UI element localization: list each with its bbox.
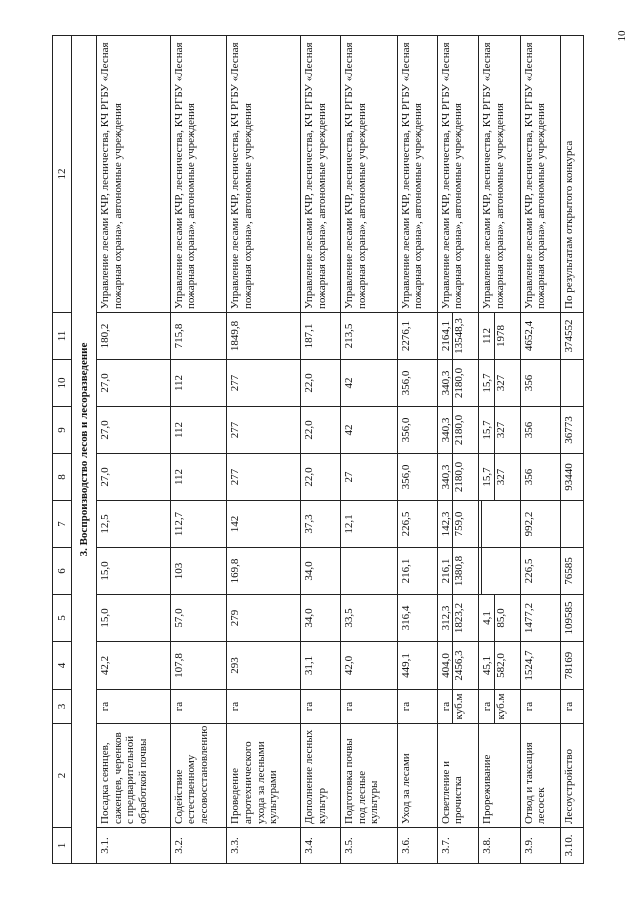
- row-executors: [479, 36, 520, 313]
- row-code-value: 3.2.: [172, 837, 185, 854]
- value-col4: [340, 642, 397, 690]
- row-unit: [520, 690, 560, 724]
- value-col5-value-2: 85,0: [494, 595, 508, 641]
- value-col10-value: 112: [172, 374, 185, 392]
- value-col7-value-2: 759,0: [452, 501, 466, 547]
- value-col10-value-2: 2180,0: [452, 360, 466, 406]
- row-executors: [227, 36, 301, 313]
- value-col11: [227, 313, 301, 360]
- value-col4: [227, 642, 301, 690]
- row-unit: [97, 690, 171, 724]
- row-code-value: 3.1.: [99, 837, 112, 854]
- value-col8: [437, 454, 478, 501]
- value-col6: [340, 548, 397, 595]
- row-code-value: 3.5.: [342, 837, 355, 854]
- value-col6: [300, 548, 340, 595]
- row-code: [300, 828, 340, 864]
- row-unit-value: га: [562, 701, 575, 712]
- value-col5: [300, 595, 340, 642]
- value-col6-value-2: 1380,8: [452, 548, 466, 594]
- value-col9: [437, 407, 478, 454]
- value-col7-value-2: [481, 501, 482, 547]
- row-unit: [300, 690, 340, 724]
- row-name-value: Осветление и прочистка: [439, 760, 465, 824]
- value-col4-value-2: 2456,3: [452, 642, 466, 689]
- value-col6: [397, 548, 437, 595]
- value-col9: [170, 407, 227, 454]
- row-name-value: Проведение агротехнического ухода за лесными культурами: [229, 741, 280, 824]
- value-col4-value: 78169: [562, 651, 575, 680]
- value-col5: [520, 595, 560, 642]
- value-col7-value: 37,3: [302, 514, 315, 534]
- value-col6: [97, 548, 171, 595]
- value-col5-value: 316,4: [399, 605, 412, 631]
- value-col8-value-2: 327: [494, 454, 508, 500]
- value-col11-value-2: 1978: [494, 313, 508, 359]
- value-col5-value: 15,0: [99, 608, 112, 628]
- row-unit: [170, 690, 227, 724]
- value-col11-value: 213,5: [342, 323, 355, 349]
- row-executors: [520, 36, 560, 313]
- value-col11-value: 4652,4: [522, 320, 535, 352]
- row-executors-value: Управление лесами КЧР, лесничества, КЧ РГБУ «Лесная пожарная охрана», автономные учреждения: [522, 42, 548, 309]
- row-code-value: 3.10.: [562, 834, 575, 857]
- value-col6: [437, 548, 478, 595]
- value-col7-value: 226,5: [399, 511, 412, 537]
- table-row: [479, 36, 520, 864]
- value-col6-value: 34,0: [302, 561, 315, 581]
- value-col5: [397, 595, 437, 642]
- value-col10: [437, 360, 478, 407]
- row-executors: [170, 36, 227, 313]
- value-col7: [560, 501, 583, 548]
- row-unit-value: га: [99, 701, 112, 712]
- value-col9-value: 36773: [562, 416, 575, 444]
- table-row: [340, 36, 397, 864]
- value-col4-value: 31,1: [302, 655, 315, 676]
- rotated-table-container: [52, 36, 584, 864]
- value-col9-value-2: 327: [494, 407, 508, 453]
- row-code-value: 3.8.: [481, 837, 494, 854]
- value-col8: [560, 454, 583, 501]
- value-col8-value: 22,0: [302, 467, 315, 487]
- value-col8-value: 27,0: [99, 467, 112, 487]
- table-row: [520, 36, 560, 864]
- value-col4: [397, 642, 437, 690]
- value-col9-value: 340,3: [439, 417, 452, 443]
- row-unit-value: га: [522, 701, 535, 712]
- value-col4-value: 42,0: [342, 655, 355, 676]
- value-col8-value: 112: [172, 468, 185, 486]
- value-col9-value-2: 2180,0: [452, 407, 466, 453]
- row-executors: [560, 36, 583, 313]
- row-unit-value: га: [302, 701, 315, 712]
- value-col5: [479, 595, 520, 642]
- row-unit-value-2: куб.м: [494, 690, 508, 723]
- table-row: [437, 36, 478, 864]
- value-col10-value: 15,7: [481, 373, 494, 393]
- table-row: [560, 36, 583, 864]
- value-col5-value: 57,0: [172, 608, 185, 628]
- row-executors: [437, 36, 478, 313]
- value-col8-value: 356,0: [399, 464, 412, 490]
- row-name-value: Дополнение лесных культур: [302, 729, 328, 824]
- row-executors-value: Управление лесами КЧР, лесничества, КЧ РГБУ «Лесная пожарная охрана», автономные учреждения: [302, 42, 328, 309]
- value-col4-value: 107,8: [172, 653, 185, 678]
- value-col6-value: 15,0: [99, 561, 112, 581]
- row-name-value: Содействие естественному лесовосстановлению: [172, 725, 210, 824]
- value-col10-value: 356,0: [399, 370, 412, 396]
- row-executors: [340, 36, 397, 313]
- value-col5: [170, 595, 227, 642]
- value-col4-value: 293: [229, 657, 242, 674]
- value-col10: [479, 360, 520, 407]
- row-unit: [397, 690, 437, 724]
- value-col7-value: 992,2: [522, 511, 535, 537]
- row-name: [437, 724, 478, 828]
- value-col8: [479, 454, 520, 501]
- value-col5: [560, 595, 583, 642]
- value-col11: [520, 313, 560, 360]
- value-col7: [227, 501, 301, 548]
- value-col7: [300, 501, 340, 548]
- value-col9: [97, 407, 171, 454]
- row-executors-value: Управление лесами КЧР, лесничества, КЧ РГБУ «Лесная пожарная охрана», автономные учреждения: [229, 42, 255, 309]
- value-col6-value-2: [481, 548, 482, 594]
- value-col5: [227, 595, 301, 642]
- row-name: [560, 724, 583, 828]
- value-col10: [300, 360, 340, 407]
- value-col8-value: 340,3: [439, 464, 452, 490]
- section-header-row: [72, 36, 97, 864]
- value-col5: [340, 595, 397, 642]
- value-col11: [397, 313, 437, 360]
- value-col5-value-2: 1823,2: [452, 595, 466, 641]
- col-number: 11: [53, 313, 72, 360]
- row-code-value: 3.7.: [439, 837, 452, 854]
- value-col10-value: 356: [522, 374, 535, 392]
- row-executors-value: Управление лесами КЧР, лесничества, КЧ РГБУ «Лесная пожарная охрана», автономные учреждения: [399, 42, 425, 309]
- value-col4: [560, 642, 583, 690]
- value-col11: [560, 313, 583, 360]
- value-col9-value: 22,0: [302, 420, 315, 440]
- row-executors-value: Управление лесами КЧР, лесничества, КЧ РГБУ «Лесная пожарная охрана», автономные учреждения: [99, 42, 124, 309]
- row-executors: [397, 36, 437, 313]
- row-executors-value: Управление лесами КЧР, лесничества, КЧ РГБУ «Лесная пожарная охрана», автономные учреждения: [172, 42, 198, 309]
- col-number: 8: [53, 454, 72, 501]
- value-col11-value: 112: [481, 327, 494, 345]
- value-col8-value: 277: [229, 468, 242, 486]
- value-col9: [520, 407, 560, 454]
- value-col7: [97, 501, 171, 548]
- value-col6-value: 226,5: [522, 558, 535, 584]
- value-col8: [97, 454, 171, 501]
- value-col11-value: 2164,1: [439, 320, 452, 352]
- row-unit-value-2: куб.м: [452, 690, 466, 723]
- row-name: [479, 724, 520, 828]
- value-col10-value: 42: [342, 377, 355, 389]
- row-code: [227, 828, 301, 864]
- value-col7: [170, 501, 227, 548]
- value-col4-value: 1524,7: [522, 650, 535, 681]
- col-number: 12: [53, 36, 72, 313]
- value-col11-value: 1849,8: [229, 320, 242, 352]
- value-col7-value: 142: [229, 515, 242, 533]
- value-col8-value: 356: [522, 468, 535, 486]
- value-col8-value: 15,7: [481, 467, 494, 487]
- row-name: [227, 724, 301, 828]
- value-col10: [340, 360, 397, 407]
- row-executors-value: По результатам открытого конкурса: [562, 140, 575, 309]
- row-code: [340, 828, 397, 864]
- value-col9: [340, 407, 397, 454]
- value-col8: [227, 454, 301, 501]
- value-col11-value: 374552: [562, 319, 575, 353]
- row-code-value: 3.9.: [522, 837, 535, 854]
- row-code-value: 3.3.: [229, 837, 242, 854]
- value-col9: [560, 407, 583, 454]
- value-col10: [560, 360, 583, 407]
- value-col10-value: 22,0: [302, 373, 315, 393]
- value-col9-value: 277: [229, 421, 242, 439]
- value-col9-value: 15,7: [481, 420, 494, 440]
- value-col10: [170, 360, 227, 407]
- value-col11-value-2: 13548,3: [452, 313, 466, 359]
- row-name: [300, 724, 340, 828]
- row-code: [97, 828, 171, 864]
- value-col6-value: 76585: [562, 557, 575, 585]
- value-col11-value: 180,2: [99, 323, 112, 349]
- row-code: [479, 828, 520, 864]
- value-col5-value: 312,3: [439, 605, 452, 631]
- col-number: 10: [53, 360, 72, 407]
- value-col6: [479, 548, 520, 595]
- value-col4-value-2: 582,0: [494, 642, 508, 689]
- value-col4: [479, 642, 520, 690]
- value-col5-value: 1477,2: [522, 602, 535, 634]
- value-col8-value: 27: [342, 471, 355, 483]
- row-code: [170, 828, 227, 864]
- value-col7-value: 12,1: [342, 514, 355, 534]
- table-row: [97, 36, 171, 864]
- row-unit-value: га: [229, 701, 242, 712]
- value-col7: [397, 501, 437, 548]
- value-col6: [227, 548, 301, 595]
- row-unit: [227, 690, 301, 724]
- value-col8-value: 93440: [562, 463, 575, 491]
- value-col11-value: 715,8: [172, 323, 185, 349]
- value-col11: [300, 313, 340, 360]
- value-col9: [397, 407, 437, 454]
- col-number: 7: [53, 501, 72, 548]
- value-col8: [397, 454, 437, 501]
- value-col7-value: 112,7: [172, 511, 185, 537]
- value-col8-value-2: 2180,0: [452, 454, 466, 500]
- value-col6: [520, 548, 560, 595]
- value-col9: [300, 407, 340, 454]
- col-number: 5: [53, 595, 72, 642]
- column-number-row: [53, 36, 72, 864]
- row-executors-value: Управление лесами КЧР, лесничества, КЧ РГБУ «Лесная пожарная охрана», автономные учреждения: [439, 42, 465, 309]
- row-unit: [479, 690, 520, 724]
- value-col8: [340, 454, 397, 501]
- row-name: [520, 724, 560, 828]
- value-col10-value: 340,3: [439, 370, 452, 396]
- value-col5-value: 33,5: [342, 608, 355, 628]
- value-col6: [560, 548, 583, 595]
- value-col7-value: 12,5: [99, 514, 112, 534]
- row-name-value: Отвод и таксация лесосек: [522, 742, 548, 824]
- value-col5: [97, 595, 171, 642]
- value-col7: [520, 501, 560, 548]
- table-row: [170, 36, 227, 864]
- row-unit-value: га: [399, 701, 412, 712]
- value-col4-value: 449,1: [399, 653, 412, 678]
- value-col5-value: 279: [229, 609, 242, 627]
- value-col6-value: 103: [172, 562, 185, 580]
- value-col5-value: 109585: [562, 601, 575, 635]
- value-col11-value: 2276,1: [399, 320, 412, 352]
- row-code: [397, 828, 437, 864]
- page-number: 10: [616, 30, 628, 42]
- value-col6: [170, 548, 227, 595]
- row-name-value: Посадка сеянцев, саженцев, черенков с предварительной обработкой почвы: [99, 732, 150, 824]
- value-col5: [437, 595, 478, 642]
- value-col10: [397, 360, 437, 407]
- value-col8: [300, 454, 340, 501]
- value-col4: [97, 642, 171, 690]
- row-name-value: Подготовка почвы под лесные культуры: [342, 738, 381, 824]
- value-col9: [227, 407, 301, 454]
- col-number: 3: [53, 690, 72, 724]
- value-col9-value: 27,0: [99, 420, 112, 440]
- row-executors-value: Управление лесами КЧР, лесничества, КЧ РГБУ «Лесная пожарная охрана», автономные учреждения: [481, 42, 506, 309]
- table-row: [227, 36, 301, 864]
- col-number: 1: [53, 828, 72, 864]
- row-executors-value: Управление лесами КЧР, лесничества, КЧ РГБУ «Лесная пожарная охрана», автономные учреждения: [342, 42, 368, 309]
- row-unit: [560, 690, 583, 724]
- value-col10: [520, 360, 560, 407]
- value-col8: [520, 454, 560, 501]
- value-col9: [479, 407, 520, 454]
- row-name: [397, 724, 437, 828]
- row-code: [520, 828, 560, 864]
- row-executors: [97, 36, 171, 313]
- value-col10-value: 27,0: [99, 373, 112, 393]
- value-col11: [479, 313, 520, 360]
- value-col4-value: 404,0: [439, 653, 452, 678]
- value-col7: [479, 501, 520, 548]
- row-code: [560, 828, 583, 864]
- value-col6-value: 216,1: [439, 558, 452, 584]
- value-col5-value: 34,0: [302, 608, 315, 628]
- row-unit-value: га: [342, 701, 355, 712]
- value-col4: [520, 642, 560, 690]
- row-code-value: 3.4.: [302, 837, 315, 854]
- value-col10-value-2: 327: [494, 360, 508, 406]
- forest-reproduction-table: [52, 35, 584, 864]
- value-col4: [170, 642, 227, 690]
- value-col9-value: 356,0: [399, 417, 412, 443]
- row-name: [97, 724, 171, 828]
- col-number: 6: [53, 548, 72, 595]
- col-number: 9: [53, 407, 72, 454]
- row-name-value: Уход за лесами: [399, 753, 412, 824]
- table-row: [300, 36, 340, 864]
- value-col10: [97, 360, 171, 407]
- value-col4-value: 45,1: [481, 655, 494, 676]
- value-col8: [170, 454, 227, 501]
- col-number: 2: [53, 724, 72, 828]
- row-executors: [300, 36, 340, 313]
- value-col10: [227, 360, 301, 407]
- value-col7: [340, 501, 397, 548]
- row-name-value: Лесоустройство: [562, 748, 575, 824]
- row-unit: [437, 690, 478, 724]
- value-col6-value: 216,1: [399, 558, 412, 584]
- row-unit: [340, 690, 397, 724]
- value-col9-value: 112: [172, 421, 185, 439]
- col-number: 4: [53, 642, 72, 690]
- value-col11: [340, 313, 397, 360]
- value-col9-value: 42: [342, 424, 355, 436]
- value-col9-value: 356: [522, 421, 535, 439]
- value-col4: [300, 642, 340, 690]
- value-col11: [170, 313, 227, 360]
- row-name-value: Прореживание: [481, 754, 494, 824]
- row-name: [170, 724, 227, 828]
- section-title: 3. Воспроизводство лесов и лесоразведение: [72, 36, 97, 864]
- row-code: [437, 828, 478, 864]
- row-unit-value: га: [439, 701, 452, 712]
- value-col5-value: 4,1: [481, 611, 494, 625]
- row-unit-value: га: [172, 701, 185, 712]
- value-col7: [437, 501, 478, 548]
- table-row: [397, 36, 437, 864]
- value-col6-value: 169,8: [229, 558, 242, 584]
- row-code-value: 3.6.: [399, 837, 412, 854]
- value-col4-value: 42,2: [99, 655, 112, 676]
- row-unit-value: га: [481, 701, 494, 712]
- value-col10-value: 277: [229, 374, 242, 392]
- value-col11-value: 187,1: [302, 323, 315, 349]
- value-col7-value: 142,3: [439, 511, 452, 537]
- value-col11: [437, 313, 478, 360]
- row-name: [340, 724, 397, 828]
- value-col11: [97, 313, 171, 360]
- value-col4: [437, 642, 478, 690]
